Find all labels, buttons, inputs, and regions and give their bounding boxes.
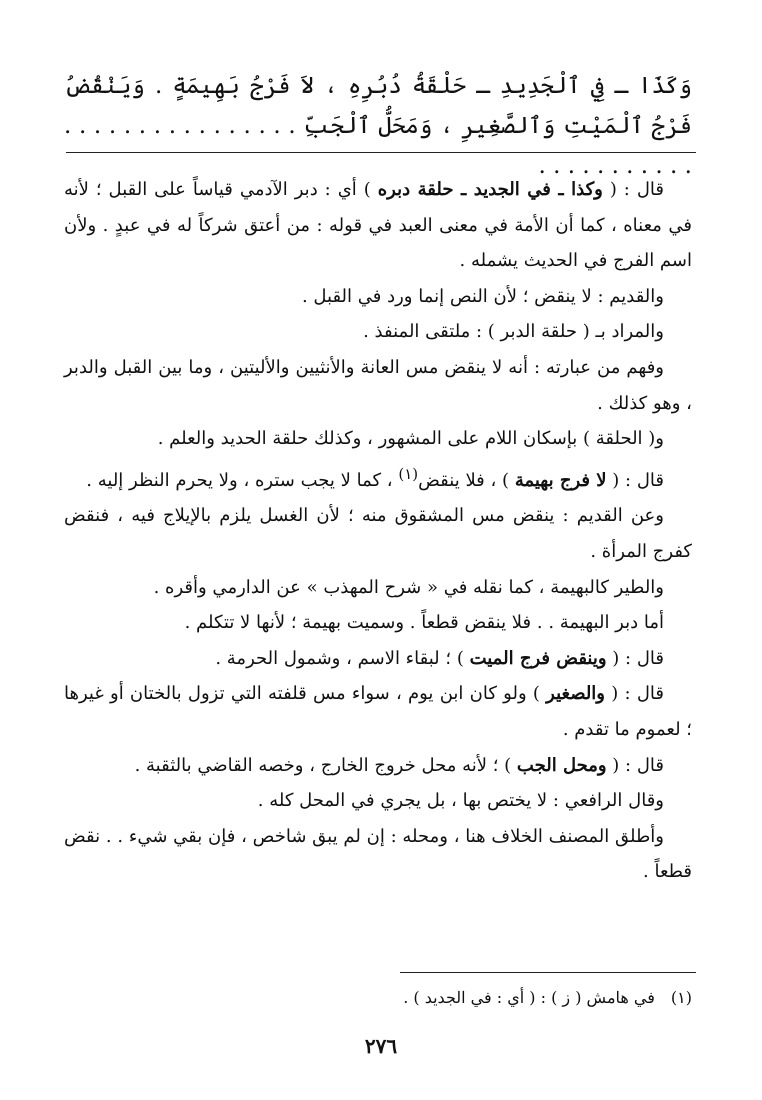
paragraph: وقال الرافعي : لا يختص بها ، بل يجري في المحل كله .	[257, 790, 664, 812]
paragraph: قال : ( وكذا ـ في الجديد ـ حلقة دبره ) أي : دبر الآدمي قياساً على القبل ؛ لأنه في معناه ، كما أن الأمة في معنى العبد في قوله : من أعتق شركاً له في عبدٍ . ولأن اسم الفرج في الحديث يشمله .	[64, 179, 692, 272]
paragraph: قال : ( لا فرج بهيمة ) ، فلا ينقض$^{(١)}$ ، كما لا يجب ستره ، ولا يحرم النظر إليه .	[86, 464, 664, 491]
paragraph: والقديم : لا ينقض ؛ لأن النص إنما ورد في القبل .	[301, 285, 664, 307]
quoted-matn: ومحل الجب	[516, 754, 607, 776]
commentary	[64, 172, 692, 890]
paragraph: والمراد بـ ( حلقة الدبر ) : ملتقى المنفذ .	[363, 321, 664, 343]
quoted-matn: وينقض فرج الميت	[469, 647, 607, 669]
footnote	[64, 984, 692, 1012]
paragraph: قال : ( ومحل الجب ) ؛ لأنه محل خروج الخارج ، وخصه القاضي بالثقبة .	[134, 754, 664, 776]
footnote-ref: (١)	[398, 464, 419, 483]
footnote-number: (١)	[670, 988, 692, 1007]
matn-line: وَكَذَا ـ فِي ٱلْجَدِيدِ ـ حَلْقَةُ دُبُرِهِ ، لاَ فَرْجُ بَهِيمَةٍ . وَيَنْقُضُ فَرْجُ ٱلْمَيْتِ وَٱلصَّغِيرِ ، وَمَحَلُّ ٱلْجَبِّ	[64, 73, 692, 139]
paragraph: أما دبر البهيمة . . فلا ينقض قطعاً . وسميت بهيمة ؛ لأنها لا تتكلم .	[184, 612, 664, 634]
paragraph: قال : ( والصغير ) ولو كان ابن يوم ، سواء مس قلفته التي تزول بالختان أو غيرها ؛ لعموم ما تقدم .	[64, 683, 692, 740]
page-number: ٢٧٦	[364, 1034, 398, 1058]
paragraph: و( الحلقة ) بإسكان اللام على المشهور ، وكذلك حلقة الحديد والعلم .	[157, 428, 664, 450]
matn-text	[64, 66, 692, 186]
footnote-text: في هامش ( ز ) : ( أي : في الجديد ) .	[403, 988, 655, 1007]
paragraph: وفهم من عبارته : أنه لا ينقض مس العانة والأنثيين والأليتين ، وما بين القبل والدبر ، وهو كذلك .	[64, 356, 692, 414]
footnote-rule	[400, 972, 696, 973]
paragraph: والطير كالبهيمة ، كما نقله في « شرح المهذب » عن الدارمي وأقره .	[153, 576, 664, 598]
separator-rule	[66, 152, 696, 153]
paragraph: قال : ( وينقض فرج الميت ) ؛ لبقاء الاسم ، وشمول الحرمة .	[215, 647, 664, 669]
paragraph: وأطلق المصنف الخلاف هنا ، ومحله : إن لم يبق شاخص ، فإن بقي شيء . . نقض قطعاً .	[64, 825, 692, 883]
matn-dots: . . . . . . . . . . . . . . . . . . . . . . . . . . .	[64, 113, 692, 179]
quoted-matn: وكذا ـ في الجديد ـ حلقة دبره	[377, 179, 603, 200]
paragraph: وعن القديم : ينقض مس المشقوق منه ؛ لأن الغسل يلزم بالإيلاج فيه ، فنقض كفرج المرأة .	[64, 505, 692, 562]
quoted-matn: والصغير	[546, 683, 605, 705]
quoted-matn: لا فرج بهيمة	[514, 469, 607, 491]
